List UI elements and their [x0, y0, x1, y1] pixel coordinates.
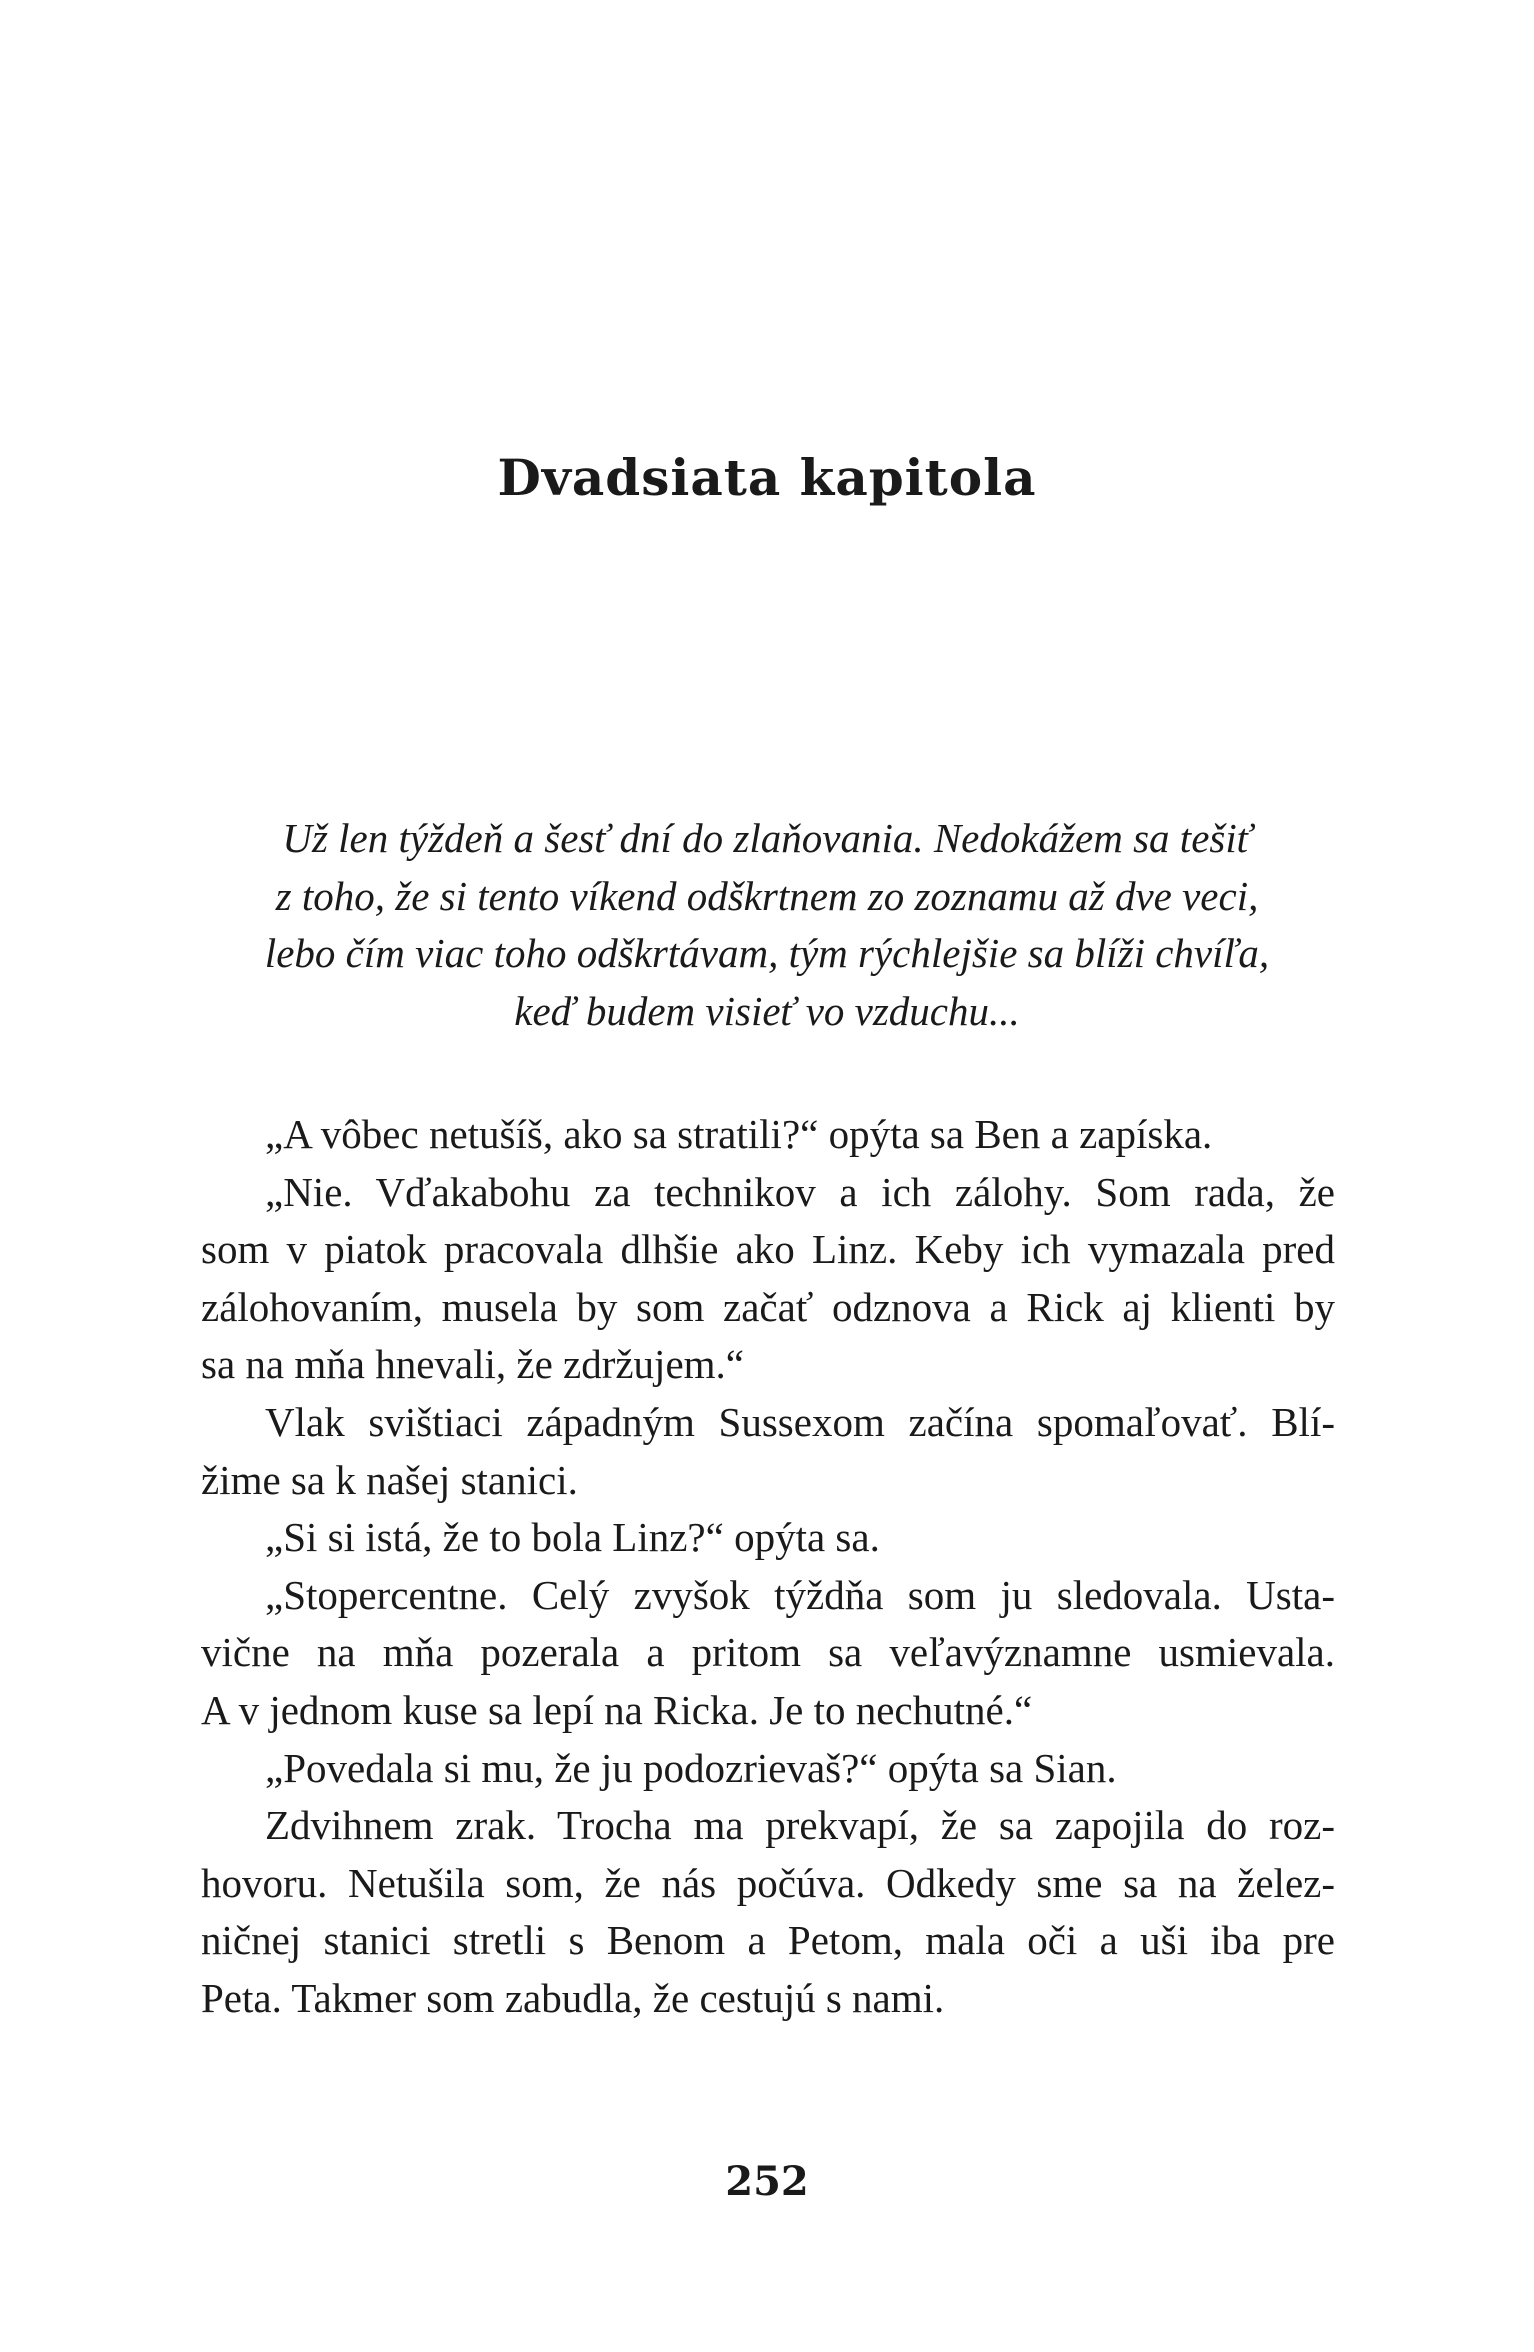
text-line: „Stopercentne. Celý zvyšok týždňa som ju sledovala. Usta- — [265, 1571, 1335, 1618]
epigraph-line: z toho, že si tento víkend odškrtnem zo zoznamu až dve veci, — [275, 872, 1259, 919]
text-line: „A vôbec netušíš, ako sa stratili?“ opýta sa Ben a zapíska. — [265, 1111, 1213, 1157]
text-line: „Povedala si mu, že ju podozrievaš?“ opýta sa Sian. — [265, 1744, 1117, 1791]
text-line: Zdvihnem zrak. Trocha ma prekvapí, že sa zapojila do roz- — [265, 1802, 1335, 1849]
epigraph-line: keď budem visieť vo vzduchu... — [514, 987, 1020, 1034]
text-line: som v piatok pracovala dlhšie ako Linz. Keby ich vymazala pred — [201, 1226, 1335, 1273]
text-line: vične na mňa pozerala a pritom sa veľavýznamne usmievala. — [201, 1629, 1335, 1676]
chapter-title: Dvadsiata kapitola — [497, 448, 1037, 507]
text-line: A v jednom kuse sa lepí na Ricka. Je to nechutné.“ — [201, 1686, 1033, 1733]
text-line: hovoru. Netušila som, že nás počúva. Odkedy sme sa na želez- — [201, 1859, 1335, 1906]
page-number: 252 — [725, 2158, 809, 2205]
text-line: ničnej stanici stretli s Benom a Petom, mala oči a uši iba pre — [201, 1917, 1335, 1964]
text-line: Vlak svištiaci západným Sussexom začína spomaľovať. Blí- — [265, 1398, 1335, 1445]
epigraph-line: Už len týždeň a šesť dní do zlaňovania. Nedokážem sa tešiť — [282, 815, 1252, 861]
text-line: „Si si istá, že to bola Linz?“ opýta sa. — [265, 1514, 880, 1561]
epigraph — [198, 810, 1336, 1040]
text-line: „Nie. Vďakabohu za technikov a ich zálohy. Som rada, že — [265, 1168, 1335, 1215]
epigraph-line: lebo čím viac toho odškrtávam, tým rýchlejšie sa blíži chvíľa, — [264, 930, 1270, 976]
text-line: zálohovaním, musela by som začať odznova a Rick aj klienti by — [201, 1283, 1335, 1330]
text-line: Peta. Takmer som zabudla, že cestujú s nami. — [201, 1974, 945, 2021]
text-line: sa na mňa hnevali, že zdržujem.“ — [201, 1341, 744, 1388]
text-line: žime sa k našej stanici. — [201, 1456, 578, 1503]
body-text — [201, 1106, 1335, 2028]
